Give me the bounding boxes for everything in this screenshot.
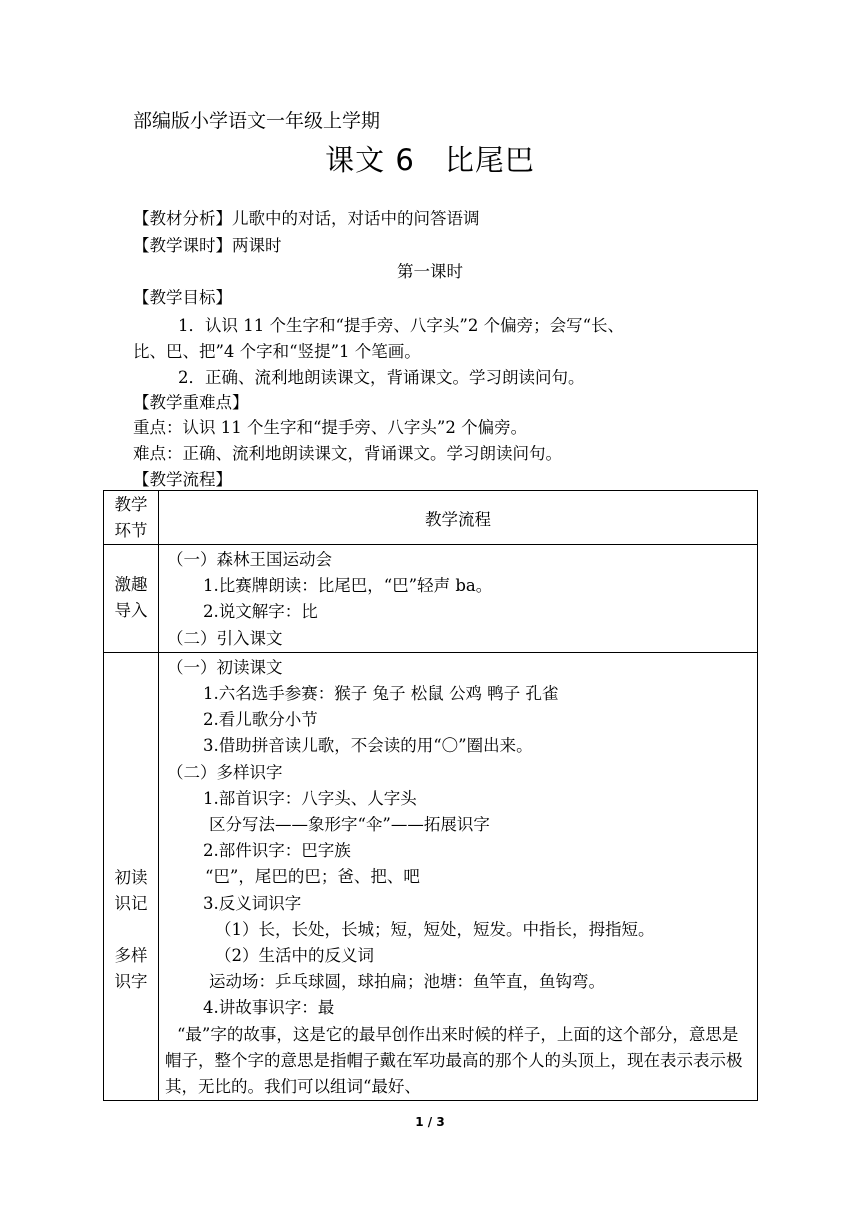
table-row (104, 545, 758, 653)
flow-line: 1.部首识字：八字头、人字头 (203, 788, 417, 808)
flow-heading: 【教学流程】 (133, 470, 232, 489)
document-subtitle: 部编版小学语文一年级上学期 (133, 110, 381, 132)
lesson-hours: 【教学课时】两课时 (133, 236, 282, 255)
flow-line: （一）初读课文 (167, 657, 283, 677)
goal-1-line-1: 1．认识 11 个生字和“提手旁、八字头”2 个偏旁；会写“长、 (178, 316, 625, 335)
header-flow-cell (159, 491, 758, 545)
section-cell-reading (104, 652, 159, 1100)
header-section-line-1: 教学 (114, 495, 148, 514)
page-number: 1 / 3 (415, 1115, 445, 1129)
flow-line: （2）生活中的反义词 (215, 946, 374, 966)
first-lesson-heading: 第一课时 (397, 262, 463, 281)
section-label: 识记 (114, 893, 148, 913)
flow-line: 4.讲故事识字：最 (203, 998, 335, 1018)
section-label: 导入 (114, 601, 148, 621)
flow-line: 3.反义词识字 (203, 893, 302, 913)
goal-2: 2．正确、流利地朗读课文，背诵课文。学习朗读问句。 (178, 368, 585, 387)
flow-paragraph-story: “最”字的故事，这是它的最早创作出来时候的样子，上面的这个部分，意思是帽子，整个字的意思是指帽子戴在军功最高的那个人的头顶上，现在表示表示极其，无比的。我们可以组词“最好、 (165, 1024, 743, 1096)
header-section-line-2: 环节 (114, 521, 148, 540)
goal-1-line-2: 比、巴、把”4 个字和“竖提”1 个笔画。 (133, 342, 421, 361)
lesson-title: 课文 6 比尾巴 (325, 143, 535, 177)
flow-line: 2.看儿歌分小节 (203, 710, 318, 730)
flow-line: （一）森林王国运动会 (167, 550, 332, 569)
section-cell-intro (104, 545, 159, 653)
section-label: 激趣 (114, 575, 148, 595)
flow-cell-reading (159, 652, 758, 1100)
flow-cell-intro (159, 545, 758, 653)
difficult-point: 难点：正确、流利地朗读课文，背诵课文。学习朗读问句。 (133, 444, 562, 463)
textbook-analysis: 【教材分析】儿歌中的对话，对话中的问答语调 (133, 209, 480, 228)
teaching-flow-table (103, 490, 758, 1101)
key-points-heading: 【教学重难点】 (133, 393, 249, 412)
flow-line: 3.借助拼音读儿歌，不会读的用“〇”圈出来。 (203, 736, 533, 756)
flow-line: 区分写法——象形字“伞”——拓展识字 (209, 815, 490, 835)
flow-line: 2.部件识字：巴字族 (203, 841, 351, 861)
flow-line: （二）多样识字 (167, 762, 283, 782)
table-row (104, 652, 758, 1100)
section-label: 初读 (114, 867, 148, 887)
goals-heading: 【教学目标】 (133, 288, 232, 307)
flow-line: 运动场：乒乓球圆，球拍扁；池塘：鱼竿直，鱼钩弯。 (209, 972, 605, 992)
flow-line: （1）长，长处，长城；短，短处，短发。中指长，拇指短。 (215, 919, 655, 939)
flow-line: 2.说文解字：比 (203, 602, 318, 622)
flow-line: 1.六名选手参赛：猴子 兔子 松鼠 公鸡 鸭子 孔雀 (203, 684, 559, 704)
section-label: 识字 (114, 971, 148, 991)
header-flow-label: 教学流程 (425, 509, 491, 529)
table-header-row (104, 491, 758, 545)
flow-line: （二）引入课文 (167, 628, 283, 648)
section-label: 多样 (114, 945, 148, 965)
flow-line: 1.比赛牌朗读：比尾巴，“巴”轻声 ba。 (203, 576, 493, 596)
key-point: 重点：认识 11 个生字和“提手旁、八字头”2 个偏旁。 (133, 418, 528, 437)
header-section-cell (104, 491, 159, 545)
flow-line: “巴”，尾巴的巴；爸、把、吧 (205, 867, 420, 887)
